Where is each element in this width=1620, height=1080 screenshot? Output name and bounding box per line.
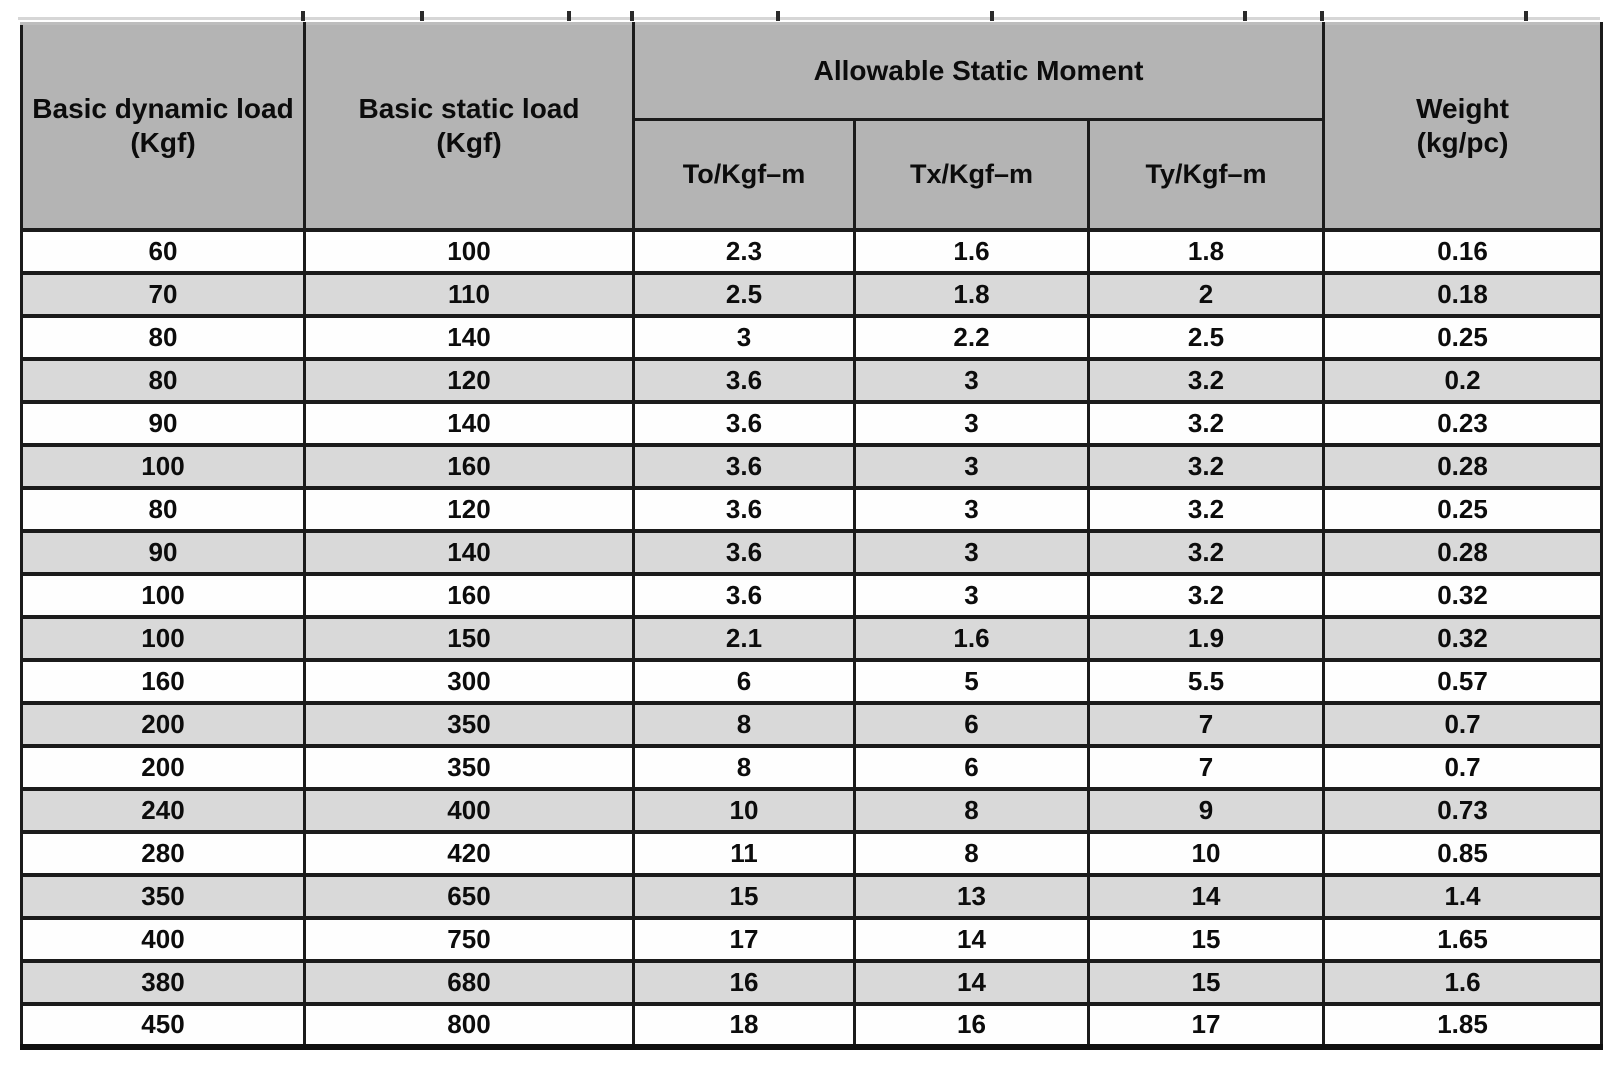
cell-tx-moment: 3 — [855, 531, 1089, 574]
table-body — [22, 230, 1602, 1047]
cell-basic-dynamic-load: 80 — [22, 488, 305, 531]
cell-basic-static-load: 140 — [305, 531, 634, 574]
table-row — [22, 316, 1602, 359]
cell-to-moment: 2.3 — [634, 230, 855, 273]
cell-basic-dynamic-load: 80 — [22, 316, 305, 359]
cell-tx-moment: 1.8 — [855, 273, 1089, 316]
cell-ty-moment: 7 — [1089, 703, 1324, 746]
cell-basic-static-load: 800 — [305, 1004, 634, 1047]
cell-basic-dynamic-load: 200 — [22, 703, 305, 746]
cell-ty-moment: 7 — [1089, 746, 1324, 789]
cell-weight: 1.4 — [1324, 875, 1602, 918]
cell-weight: 0.32 — [1324, 574, 1602, 617]
cell-basic-dynamic-load: 280 — [22, 832, 305, 875]
cell-weight: 0.25 — [1324, 488, 1602, 531]
cell-ty-moment: 1.9 — [1089, 617, 1324, 660]
cell-basic-static-load: 160 — [305, 445, 634, 488]
scan-artifact-tick — [420, 11, 424, 21]
cell-to-moment: 3.6 — [634, 574, 855, 617]
cell-basic-dynamic-load: 90 — [22, 402, 305, 445]
cell-tx-moment: 2.2 — [855, 316, 1089, 359]
cell-basic-static-load: 300 — [305, 660, 634, 703]
header-weight-label: Weight — [1416, 93, 1509, 125]
cell-basic-static-load: 680 — [305, 961, 634, 1004]
cell-basic-static-load: 110 — [305, 273, 634, 316]
cell-basic-static-load: 650 — [305, 875, 634, 918]
scan-artifact-tick — [1524, 11, 1528, 21]
cell-ty-moment: 3.2 — [1089, 402, 1324, 445]
cell-tx-moment: 6 — [855, 746, 1089, 789]
table-row — [22, 230, 1602, 273]
cell-to-moment: 15 — [634, 875, 855, 918]
header-allowable-static-moment: Allowable Static Moment — [634, 24, 1324, 120]
header-basic-static-load-label: Basic static load — [358, 93, 580, 125]
table-row — [22, 574, 1602, 617]
table-row — [22, 961, 1602, 1004]
cell-basic-static-load: 400 — [305, 789, 634, 832]
cell-weight: 0.7 — [1324, 703, 1602, 746]
cell-basic-static-load: 140 — [305, 402, 634, 445]
cell-ty-moment: 14 — [1089, 875, 1324, 918]
cell-ty-moment: 2.5 — [1089, 316, 1324, 359]
cell-tx-moment: 1.6 — [855, 230, 1089, 273]
cell-weight: 0.25 — [1324, 316, 1602, 359]
header-weight — [1324, 24, 1602, 230]
scan-artifact-tick — [990, 11, 994, 21]
cell-ty-moment: 2 — [1089, 273, 1324, 316]
cell-to-moment: 2.1 — [634, 617, 855, 660]
cell-to-moment: 11 — [634, 832, 855, 875]
cell-to-moment: 3 — [634, 316, 855, 359]
cell-weight: 1.65 — [1324, 918, 1602, 961]
cell-basic-static-load: 420 — [305, 832, 634, 875]
cell-ty-moment: 15 — [1089, 918, 1324, 961]
cell-basic-dynamic-load: 240 — [22, 789, 305, 832]
cell-basic-static-load: 120 — [305, 488, 634, 531]
cell-weight: 1.6 — [1324, 961, 1602, 1004]
cell-tx-moment: 1.6 — [855, 617, 1089, 660]
cell-to-moment: 2.5 — [634, 273, 855, 316]
table-row — [22, 359, 1602, 402]
table-row — [22, 445, 1602, 488]
cell-tx-moment: 3 — [855, 574, 1089, 617]
cell-ty-moment: 5.5 — [1089, 660, 1324, 703]
cell-tx-moment: 6 — [855, 703, 1089, 746]
header-row-group — [22, 24, 1602, 120]
table-row — [22, 1004, 1602, 1047]
cell-weight: 0.7 — [1324, 746, 1602, 789]
cell-basic-static-load: 120 — [305, 359, 634, 402]
scan-artifact-line — [18, 17, 1600, 20]
cell-ty-moment: 10 — [1089, 832, 1324, 875]
header-basic-static-load — [305, 24, 634, 230]
cell-ty-moment: 17 — [1089, 1004, 1324, 1047]
cell-basic-static-load: 350 — [305, 746, 634, 789]
table-row — [22, 832, 1602, 875]
cell-weight: 0.85 — [1324, 832, 1602, 875]
table-row — [22, 918, 1602, 961]
cell-weight: 0.57 — [1324, 660, 1602, 703]
table-header — [22, 24, 1602, 230]
cell-to-moment: 16 — [634, 961, 855, 1004]
cell-to-moment: 6 — [634, 660, 855, 703]
cell-tx-moment: 16 — [855, 1004, 1089, 1047]
cell-to-moment: 3.6 — [634, 531, 855, 574]
cell-weight: 0.73 — [1324, 789, 1602, 832]
cell-basic-dynamic-load: 160 — [22, 660, 305, 703]
table-row — [22, 617, 1602, 660]
header-weight-unit: (kg/pc) — [1416, 127, 1509, 159]
cell-tx-moment: 3 — [855, 402, 1089, 445]
header-basic-dynamic-load-unit: (Kgf) — [130, 127, 196, 159]
cell-ty-moment: 3.2 — [1089, 359, 1324, 402]
cell-basic-dynamic-load: 80 — [22, 359, 305, 402]
cell-tx-moment: 13 — [855, 875, 1089, 918]
cell-to-moment: 17 — [634, 918, 855, 961]
cell-tx-moment: 3 — [855, 359, 1089, 402]
table-row — [22, 402, 1602, 445]
cell-weight: 0.23 — [1324, 402, 1602, 445]
cell-to-moment: 18 — [634, 1004, 855, 1047]
table-row — [22, 789, 1602, 832]
cell-basic-dynamic-load: 400 — [22, 918, 305, 961]
cell-to-moment: 3.6 — [634, 359, 855, 402]
table-row — [22, 703, 1602, 746]
cell-weight: 1.85 — [1324, 1004, 1602, 1047]
cell-basic-dynamic-load: 100 — [22, 445, 305, 488]
table-row — [22, 531, 1602, 574]
header-basic-dynamic-load-label: Basic dynamic load — [32, 93, 294, 125]
table-row — [22, 875, 1602, 918]
cell-to-moment: 3.6 — [634, 488, 855, 531]
cell-tx-moment: 5 — [855, 660, 1089, 703]
cell-tx-moment: 14 — [855, 961, 1089, 1004]
cell-to-moment: 3.6 — [634, 402, 855, 445]
scan-artifact-tick — [1243, 11, 1247, 21]
header-basic-dynamic-load — [22, 24, 305, 230]
cell-to-moment: 10 — [634, 789, 855, 832]
cell-to-moment: 8 — [634, 746, 855, 789]
cell-ty-moment: 1.8 — [1089, 230, 1324, 273]
cell-tx-moment: 14 — [855, 918, 1089, 961]
cell-basic-dynamic-load: 100 — [22, 574, 305, 617]
header-ty-moment: Ty/Kgf–m — [1089, 120, 1324, 230]
cell-basic-dynamic-load: 380 — [22, 961, 305, 1004]
scan-artifact-tick — [567, 11, 571, 21]
scan-artifact-tick — [301, 11, 305, 21]
cell-basic-dynamic-load: 200 — [22, 746, 305, 789]
cell-weight: 0.28 — [1324, 445, 1602, 488]
cell-tx-moment: 8 — [855, 832, 1089, 875]
cell-basic-static-load: 150 — [305, 617, 634, 660]
cell-to-moment: 8 — [634, 703, 855, 746]
cell-basic-static-load: 750 — [305, 918, 634, 961]
cell-ty-moment: 9 — [1089, 789, 1324, 832]
cell-basic-static-load: 350 — [305, 703, 634, 746]
cell-basic-dynamic-load: 60 — [22, 230, 305, 273]
cell-ty-moment: 3.2 — [1089, 531, 1324, 574]
cell-basic-dynamic-load: 450 — [22, 1004, 305, 1047]
cell-tx-moment: 8 — [855, 789, 1089, 832]
cell-basic-dynamic-load: 350 — [22, 875, 305, 918]
table-row — [22, 273, 1602, 316]
cell-weight: 0.18 — [1324, 273, 1602, 316]
cell-basic-dynamic-load: 100 — [22, 617, 305, 660]
cell-weight: 0.28 — [1324, 531, 1602, 574]
scan-artifact-tick — [630, 11, 634, 21]
cell-to-moment: 3.6 — [634, 445, 855, 488]
header-to-moment: To/Kgf–m — [634, 120, 855, 230]
scan-artifact-tick — [1320, 11, 1324, 21]
cell-tx-moment: 3 — [855, 445, 1089, 488]
scan-artifact-tick — [776, 11, 780, 21]
cell-basic-static-load: 140 — [305, 316, 634, 359]
table-row — [22, 746, 1602, 789]
cell-ty-moment: 3.2 — [1089, 574, 1324, 617]
cell-basic-static-load: 160 — [305, 574, 634, 617]
header-tx-moment: Tx/Kgf–m — [855, 120, 1089, 230]
cell-weight: 0.32 — [1324, 617, 1602, 660]
cell-tx-moment: 3 — [855, 488, 1089, 531]
table-row — [22, 488, 1602, 531]
header-basic-static-load-unit: (Kgf) — [436, 127, 502, 159]
cell-ty-moment: 3.2 — [1089, 488, 1324, 531]
cell-basic-static-load: 100 — [305, 230, 634, 273]
table-row — [22, 660, 1602, 703]
cell-weight: 0.16 — [1324, 230, 1602, 273]
cell-basic-dynamic-load: 90 — [22, 531, 305, 574]
cell-ty-moment: 15 — [1089, 961, 1324, 1004]
load-specification-table — [20, 22, 1603, 1050]
cell-weight: 0.2 — [1324, 359, 1602, 402]
cell-basic-dynamic-load: 70 — [22, 273, 305, 316]
cell-ty-moment: 3.2 — [1089, 445, 1324, 488]
